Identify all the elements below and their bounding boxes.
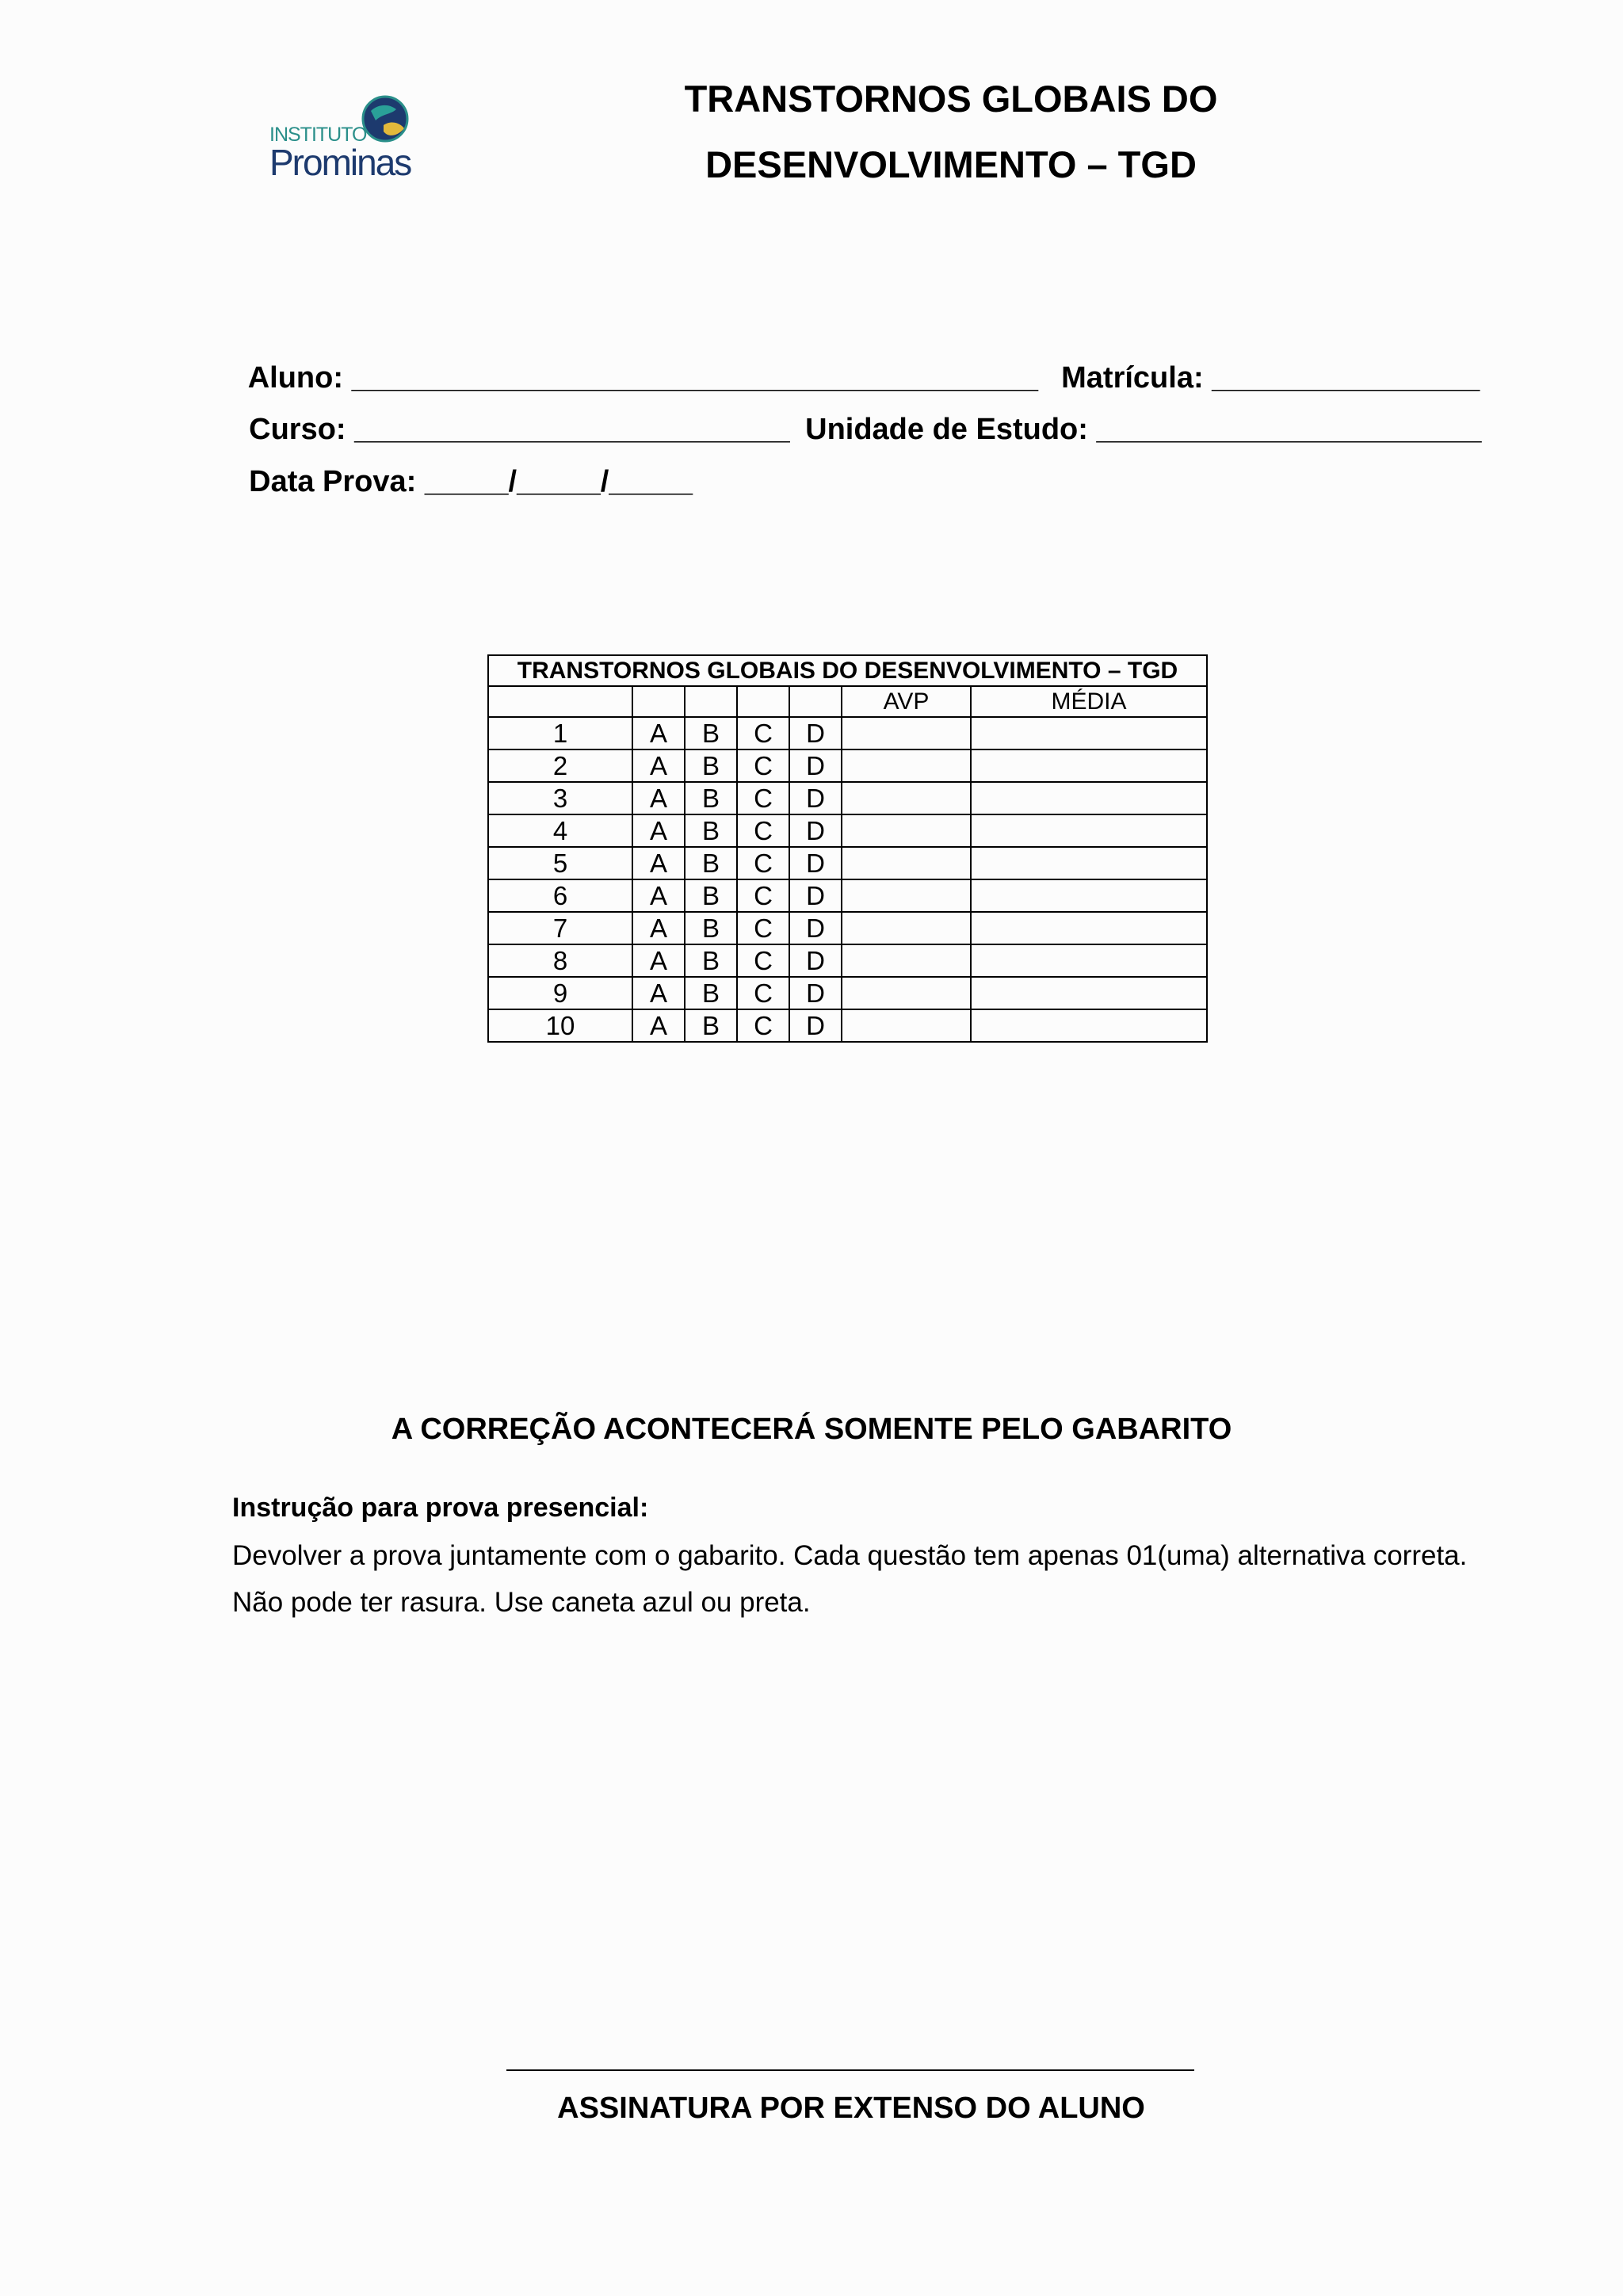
answer-option-a[interactable]: A — [632, 749, 685, 782]
question-number: 8 — [488, 944, 632, 977]
answer-row — [488, 814, 1207, 847]
question-number: 6 — [488, 879, 632, 912]
media-cell[interactable] — [971, 944, 1207, 977]
answer-option-d[interactable]: D — [789, 912, 842, 944]
media-cell[interactable] — [971, 847, 1207, 879]
media-cell[interactable] — [971, 977, 1207, 1009]
answer-option-d[interactable]: D — [789, 944, 842, 977]
media-cell[interactable] — [971, 782, 1207, 814]
answer-option-a[interactable]: A — [632, 912, 685, 944]
question-number: 3 — [488, 782, 632, 814]
answer-option-a[interactable]: A — [632, 879, 685, 912]
answer-row — [488, 912, 1207, 944]
answer-row — [488, 847, 1207, 879]
institute-logo — [266, 93, 417, 181]
answer-row — [488, 749, 1207, 782]
answer-option-a[interactable]: A — [632, 977, 685, 1009]
data-field[interactable]: _____/_____/_____ — [416, 465, 693, 498]
header-blank — [632, 686, 685, 717]
globe-icon — [360, 93, 411, 144]
question-number: 1 — [488, 717, 632, 749]
answer-option-d[interactable]: D — [789, 977, 842, 1009]
matricula-field[interactable]: ________________ — [1203, 361, 1480, 395]
instructions-line-2: Não pode ter rasura. Use caneta azul ou preta. — [232, 1587, 811, 1618]
answer-option-b[interactable]: B — [685, 944, 737, 977]
media-cell[interactable] — [971, 749, 1207, 782]
avp-cell[interactable] — [842, 717, 971, 749]
answer-option-b[interactable]: B — [685, 717, 737, 749]
answer-option-d[interactable]: D — [789, 749, 842, 782]
matricula-label: Matrícula: — [1061, 361, 1204, 395]
answer-option-b[interactable]: B — [685, 1009, 737, 1042]
answer-option-b[interactable]: B — [685, 749, 737, 782]
answer-option-d[interactable]: D — [789, 814, 842, 847]
answer-option-b[interactable]: B — [685, 912, 737, 944]
header-blank — [737, 686, 789, 717]
answer-option-c[interactable]: C — [737, 944, 789, 977]
answer-option-b[interactable]: B — [685, 782, 737, 814]
answer-row — [488, 879, 1207, 912]
answer-option-b[interactable]: B — [685, 879, 737, 912]
question-number: 9 — [488, 977, 632, 1009]
unidade-field[interactable]: _______________________ — [1087, 413, 1482, 446]
header-media: MÉDIA — [971, 686, 1207, 717]
answer-option-c[interactable]: C — [737, 782, 789, 814]
avp-cell[interactable] — [842, 977, 971, 1009]
aluno-label: Aluno: — [247, 361, 344, 395]
header-blank — [685, 686, 737, 717]
answer-option-d[interactable]: D — [789, 847, 842, 879]
aluno-field[interactable]: _________________________________________ — [343, 361, 1039, 395]
avp-cell[interactable] — [842, 944, 971, 977]
logo-brand-text: Prominas — [269, 142, 411, 183]
media-cell[interactable] — [971, 814, 1207, 847]
answer-option-c[interactable]: C — [737, 717, 789, 749]
answer-table-header-row — [488, 686, 1207, 717]
signature-line[interactable] — [506, 2069, 1194, 2071]
form-row-data — [232, 431, 693, 499]
answer-option-d[interactable]: D — [789, 782, 842, 814]
header-blank — [789, 686, 842, 717]
answer-option-d[interactable]: D — [789, 879, 842, 912]
answer-option-a[interactable]: A — [632, 847, 685, 879]
answer-option-d[interactable]: D — [789, 1009, 842, 1042]
answer-table-title: TRANSTORNOS GLOBAIS DO DESENVOLVIMENTO – TGD — [488, 655, 1207, 686]
avp-cell[interactable] — [842, 749, 971, 782]
avp-cell[interactable] — [842, 814, 971, 847]
answer-row — [488, 944, 1207, 977]
media-cell[interactable] — [971, 879, 1207, 912]
answer-option-b[interactable]: B — [685, 847, 737, 879]
instructions-heading: Instrução para prova presencial: — [232, 1493, 649, 1523]
header-avp: AVP — [842, 686, 971, 717]
answer-option-a[interactable]: A — [632, 717, 685, 749]
answer-option-c[interactable]: C — [737, 1009, 789, 1042]
form-row-unidade — [789, 379, 1482, 447]
answer-table-title-row — [488, 655, 1207, 686]
answer-row — [488, 717, 1207, 749]
answer-row — [488, 1009, 1207, 1042]
answer-option-c[interactable]: C — [737, 977, 789, 1009]
answer-row — [488, 782, 1207, 814]
avp-cell[interactable] — [842, 782, 971, 814]
answer-table — [487, 654, 1208, 1043]
question-number: 7 — [488, 912, 632, 944]
header-blank — [488, 686, 632, 717]
logo-small-text: INSTITUTO — [269, 124, 367, 146]
unidade-label: Unidade de Estudo: — [805, 413, 1088, 446]
answer-option-d[interactable]: D — [789, 717, 842, 749]
answer-row — [488, 977, 1207, 1009]
curso-field[interactable]: __________________________ — [346, 413, 790, 446]
avp-cell[interactable] — [842, 1009, 971, 1042]
correction-notice: A CORREÇÃO ACONTECERÁ SOMENTE PELO GABARITO — [391, 1413, 1232, 1446]
avp-cell[interactable] — [842, 847, 971, 879]
question-number: 4 — [488, 814, 632, 847]
media-cell[interactable] — [971, 1009, 1207, 1042]
answer-option-c[interactable]: C — [737, 814, 789, 847]
answer-option-a[interactable]: A — [632, 782, 685, 814]
answer-option-c[interactable]: C — [737, 879, 789, 912]
answer-option-a[interactable]: A — [632, 944, 685, 977]
page-title-line1: TRANSTORNOS GLOBAIS DO — [684, 78, 1218, 120]
page-title-line2: DESENVOLVIMENTO – TGD — [705, 143, 1197, 185]
question-number: 10 — [488, 1009, 632, 1042]
answer-option-b[interactable]: B — [685, 814, 737, 847]
answer-option-c[interactable]: C — [737, 749, 789, 782]
answer-option-b[interactable]: B — [685, 977, 737, 1009]
question-number: 5 — [488, 847, 632, 879]
answer-option-c[interactable]: C — [737, 847, 789, 879]
media-cell[interactable] — [971, 912, 1207, 944]
curso-label: Curso: — [249, 413, 346, 446]
answer-option-c[interactable]: C — [737, 912, 789, 944]
answer-option-a[interactable]: A — [632, 1009, 685, 1042]
question-number: 2 — [488, 749, 632, 782]
media-cell[interactable] — [971, 717, 1207, 749]
avp-cell[interactable] — [842, 879, 971, 912]
avp-cell[interactable] — [842, 912, 971, 944]
instructions-line-1: Devolver a prova juntamente com o gabarito. Cada questão tem apenas 01(uma) alternativa correta. — [232, 1540, 1468, 1571]
data-label: Data Prova: — [249, 465, 417, 498]
answer-option-a[interactable]: A — [632, 814, 685, 847]
signature-label: ASSINATURA POR EXTENSO DO ALUNO — [557, 2092, 1145, 2125]
